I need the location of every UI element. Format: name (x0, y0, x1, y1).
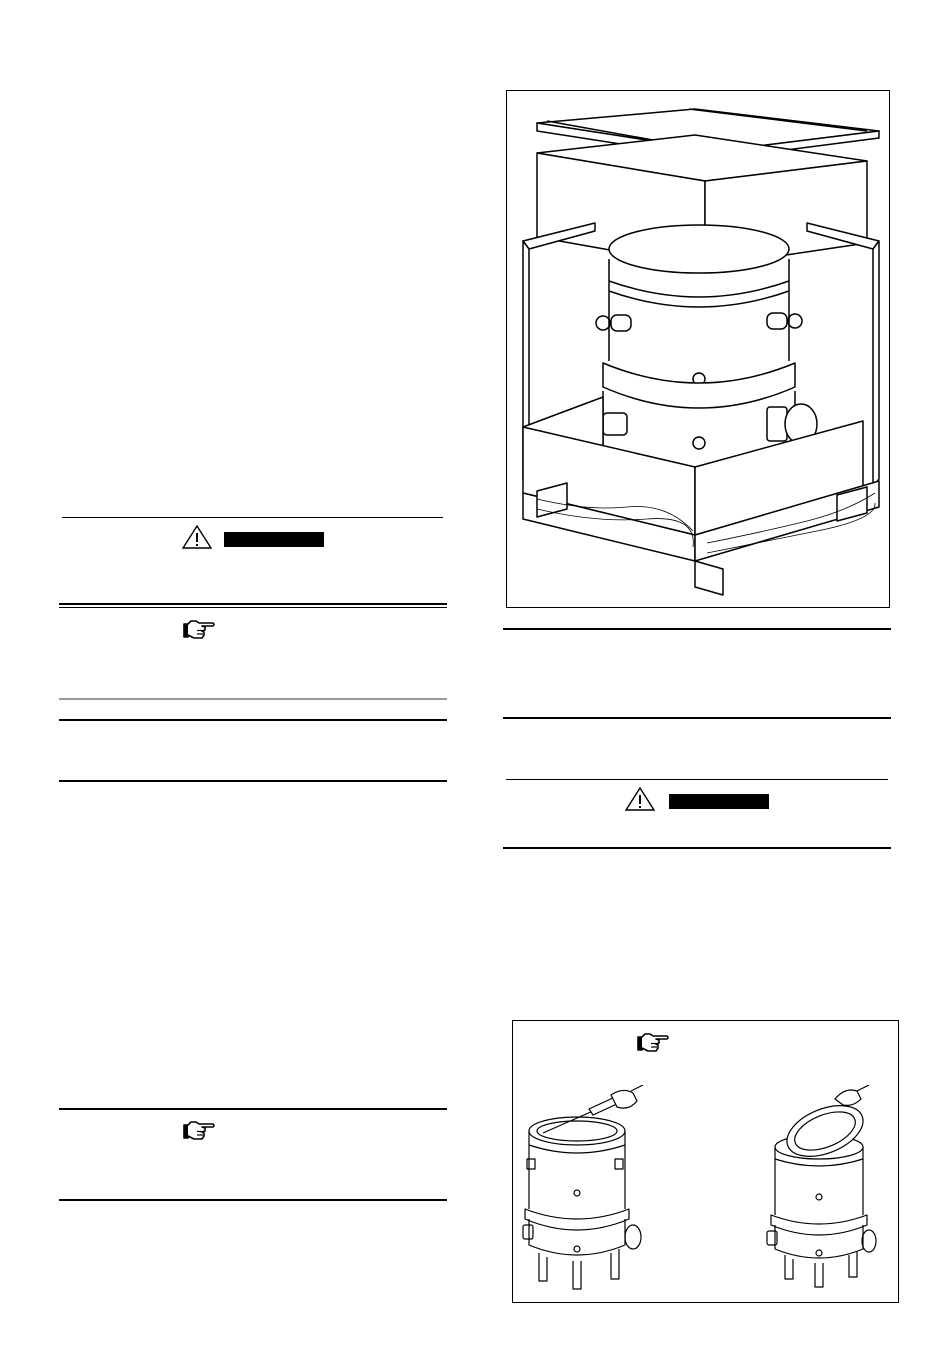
lid-removal-figure (512, 1020, 899, 1303)
pointing-hand-icon (182, 620, 216, 640)
pointing-hand-icon (182, 1121, 216, 1141)
section-rule (59, 719, 447, 721)
section-rule (503, 628, 891, 630)
note-top-rule (59, 1108, 447, 1110)
warning-triangle-icon (624, 786, 656, 812)
warning-top-rule (506, 779, 888, 780)
note-bottom-rule (59, 698, 447, 700)
warning-top-rule (62, 517, 443, 518)
packing-crate-drawing (507, 91, 889, 607)
warning-bottom-rule (59, 603, 447, 605)
pump-lid-lift-drawing (765, 1085, 885, 1295)
pointing-hand-icon (636, 1033, 670, 1053)
section-rule (59, 780, 447, 782)
note-bottom-rule (59, 1199, 447, 1201)
warning-badge (224, 532, 324, 547)
crate-figure (506, 90, 890, 608)
note-top-rule (59, 607, 447, 608)
pump-prying-drawing (519, 1085, 659, 1295)
section-rule (503, 717, 891, 719)
warning-badge (669, 794, 769, 809)
warning-bottom-rule (503, 847, 891, 849)
warning-triangle-icon (181, 524, 213, 550)
